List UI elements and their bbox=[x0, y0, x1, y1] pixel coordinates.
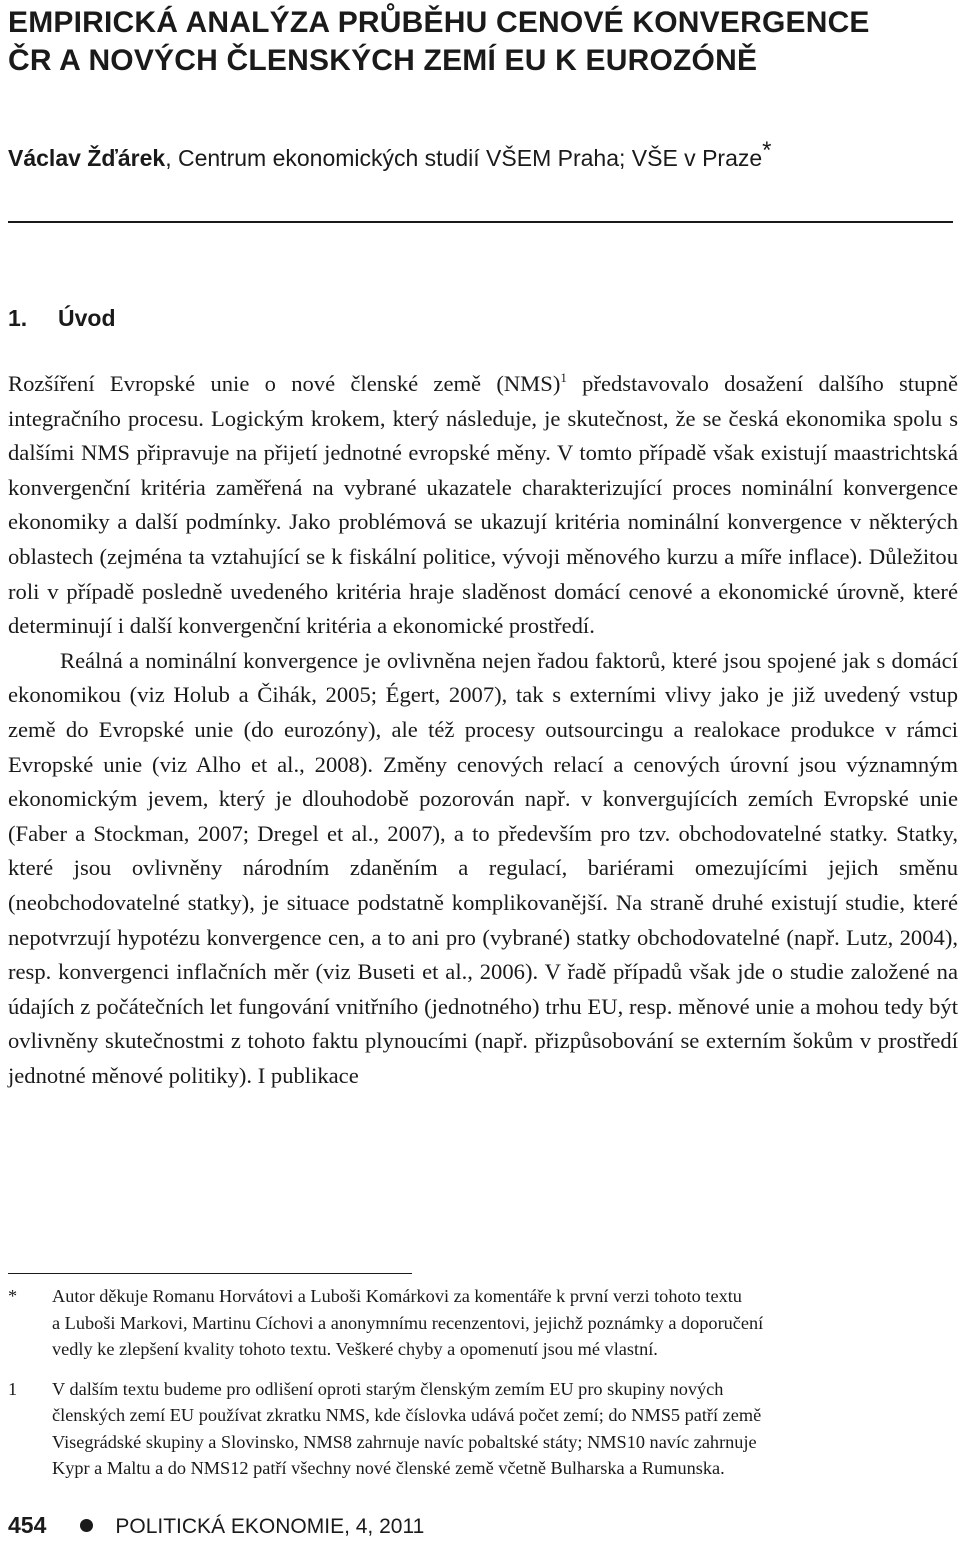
footnote-line: vedly ke zlepšení kvality tohoto textu. Veškeré chyby a opomenutí jsou mé vlastní. bbox=[52, 1339, 658, 1359]
article-title bbox=[8, 4, 953, 80]
paragraph-1-text-a: Rozšíření Evropské unie o nové členské země (NMS) bbox=[8, 371, 561, 396]
footnote-mark: 1 bbox=[8, 1378, 18, 1399]
title-line-2: ČR A NOVÝCH ČLENSKÝCH ZEMÍ EU K EUROZÓNĚ bbox=[8, 44, 758, 77]
author-line bbox=[8, 137, 772, 176]
journal-name: POLITICKÁ EKONOMIE, 4, 2011 bbox=[115, 1515, 425, 1538]
paragraph-1-text-b: představovalo dosažení dalšího stupně integračního procesu. Logickým krokem, který následuje, je skutečnost, že se česká ekonomika spolu s dalšími NMS připravuje na přijetí jednotné evropské měny. V tomto případě však existují maastrichtská konvergenční kritéria zaměřená na vybrané ukazatele charakterizující proces nominální konvergence ekonomiky a další podmínky. Jako problémová se ukazují kritéria nominální konvergence v některých oblastech (zejména ta vztahující se k fiskální politice, vývoji měnového kurzu a míře inflace). Důležitou roli v případě posledně uvedeného kritéria hraje sladěnost domácí cenové a ekonomické úrovně, které determinují i další konvergenční kritéria a ekonomické prostředí. bbox=[8, 371, 958, 639]
paragraph-1 bbox=[8, 367, 958, 644]
footnote-line: členských zemí EU používat zkratku NMS, kde číslovka udává počet zemí; do NMS5 patří země bbox=[52, 1405, 762, 1425]
author-footnote-mark: * bbox=[762, 137, 772, 164]
footnote-line: Kypr a Maltu a do NMS12 patří všechny nové členské země včetně Bulharska a Rumunska. bbox=[52, 1458, 725, 1478]
bullet-dot-icon bbox=[80, 1519, 93, 1532]
footnote-divider bbox=[8, 1273, 412, 1274]
footnote-mark: * bbox=[8, 1286, 18, 1306]
footnote-line: V dalším textu budeme pro odlišení oproti starým členským zemím EU pro skupiny nových bbox=[52, 1378, 724, 1399]
title-line-1: EMPIRICKÁ ANALÝZA PRŮBĚHU CENOVÉ KONVERGENCE bbox=[8, 6, 870, 39]
page-footer bbox=[8, 1510, 424, 1542]
section-title: Úvod bbox=[58, 305, 116, 331]
author-affiliation: , Centrum ekonomických studií VŠEM Praha; VŠE v Praze bbox=[165, 145, 763, 171]
footnote-ref-1: 1 bbox=[560, 370, 567, 385]
footnote-line: a Luboši Markovi, Martinu Cíchovi a anonymnímu recenzentovi, jejichž poznámky a doporučení bbox=[52, 1312, 764, 1333]
page-number: 454 bbox=[8, 1512, 47, 1538]
footnote-line: Visegrádské skupiny a Slovinsko, NMS8 zahrnuje navíc pobaltské státy; NMS10 navíc zahrnuje bbox=[52, 1431, 757, 1452]
title-divider bbox=[8, 221, 953, 223]
footnote-line: Autor děkuje Romanu Horvátovi a Luboši Komárkovi za komentáře k první verzi tohoto textu bbox=[52, 1286, 742, 1306]
footnote-author bbox=[8, 1283, 953, 1363]
body-text bbox=[8, 367, 958, 1093]
section-number: 1. bbox=[8, 305, 28, 331]
author-name: Václav Žďárek bbox=[8, 145, 166, 171]
footnote-1 bbox=[8, 1376, 953, 1482]
footnotes bbox=[8, 1283, 953, 1482]
section-heading bbox=[8, 300, 116, 336]
paragraph-2: Reálná a nominální konvergence je ovlivněna nejen řadou faktorů, které jsou spojené jak s domácí ekonomikou (viz Holub a Čihák, 2005; Égert, 2007), tak s externími vlivy jako je již uvedený vstup země do Evropské unie (do eurozóny), ale též procesy outsourcingu a realokace produkce v rámci Evropské unie (viz Alho et al., 2008). Změny cenových relací a cenových úrovní jsou významným ekonomickým jevem, který je dlouhodobě pozorován např. v konvergujících zemích Evropské unie (Faber a Stockman, 2007; Dregel et al., 2007), a to především pro tzv. obchodovatelné statky. Statky, které jsou ovlivněny národním zdaněním a regulací, bariérami omezujícími jejich směnu (neobchodovatelné statky), je situace podstatně komplikovanější. Na straně druhé existují studie, které nepotvrzují hypotézu konvergence cen, a to ani pro (vybrané) statky obchodovatelné (např. Lutz, 2004), resp. konvergenci inflačních měr (viz Buseti et al., 2006). V řadě případů však jde o studie založené na údajích z počátečních let fungování vnitřního (jednotného) trhu EU, resp. měnové unie a mohou tedy být ovlivněny skutečnostmi z tohoto faktu plynoucími (např. přizpůsobování se externím šokům v prostředí jednotné měnové politiky). I publikace bbox=[8, 647, 958, 1088]
